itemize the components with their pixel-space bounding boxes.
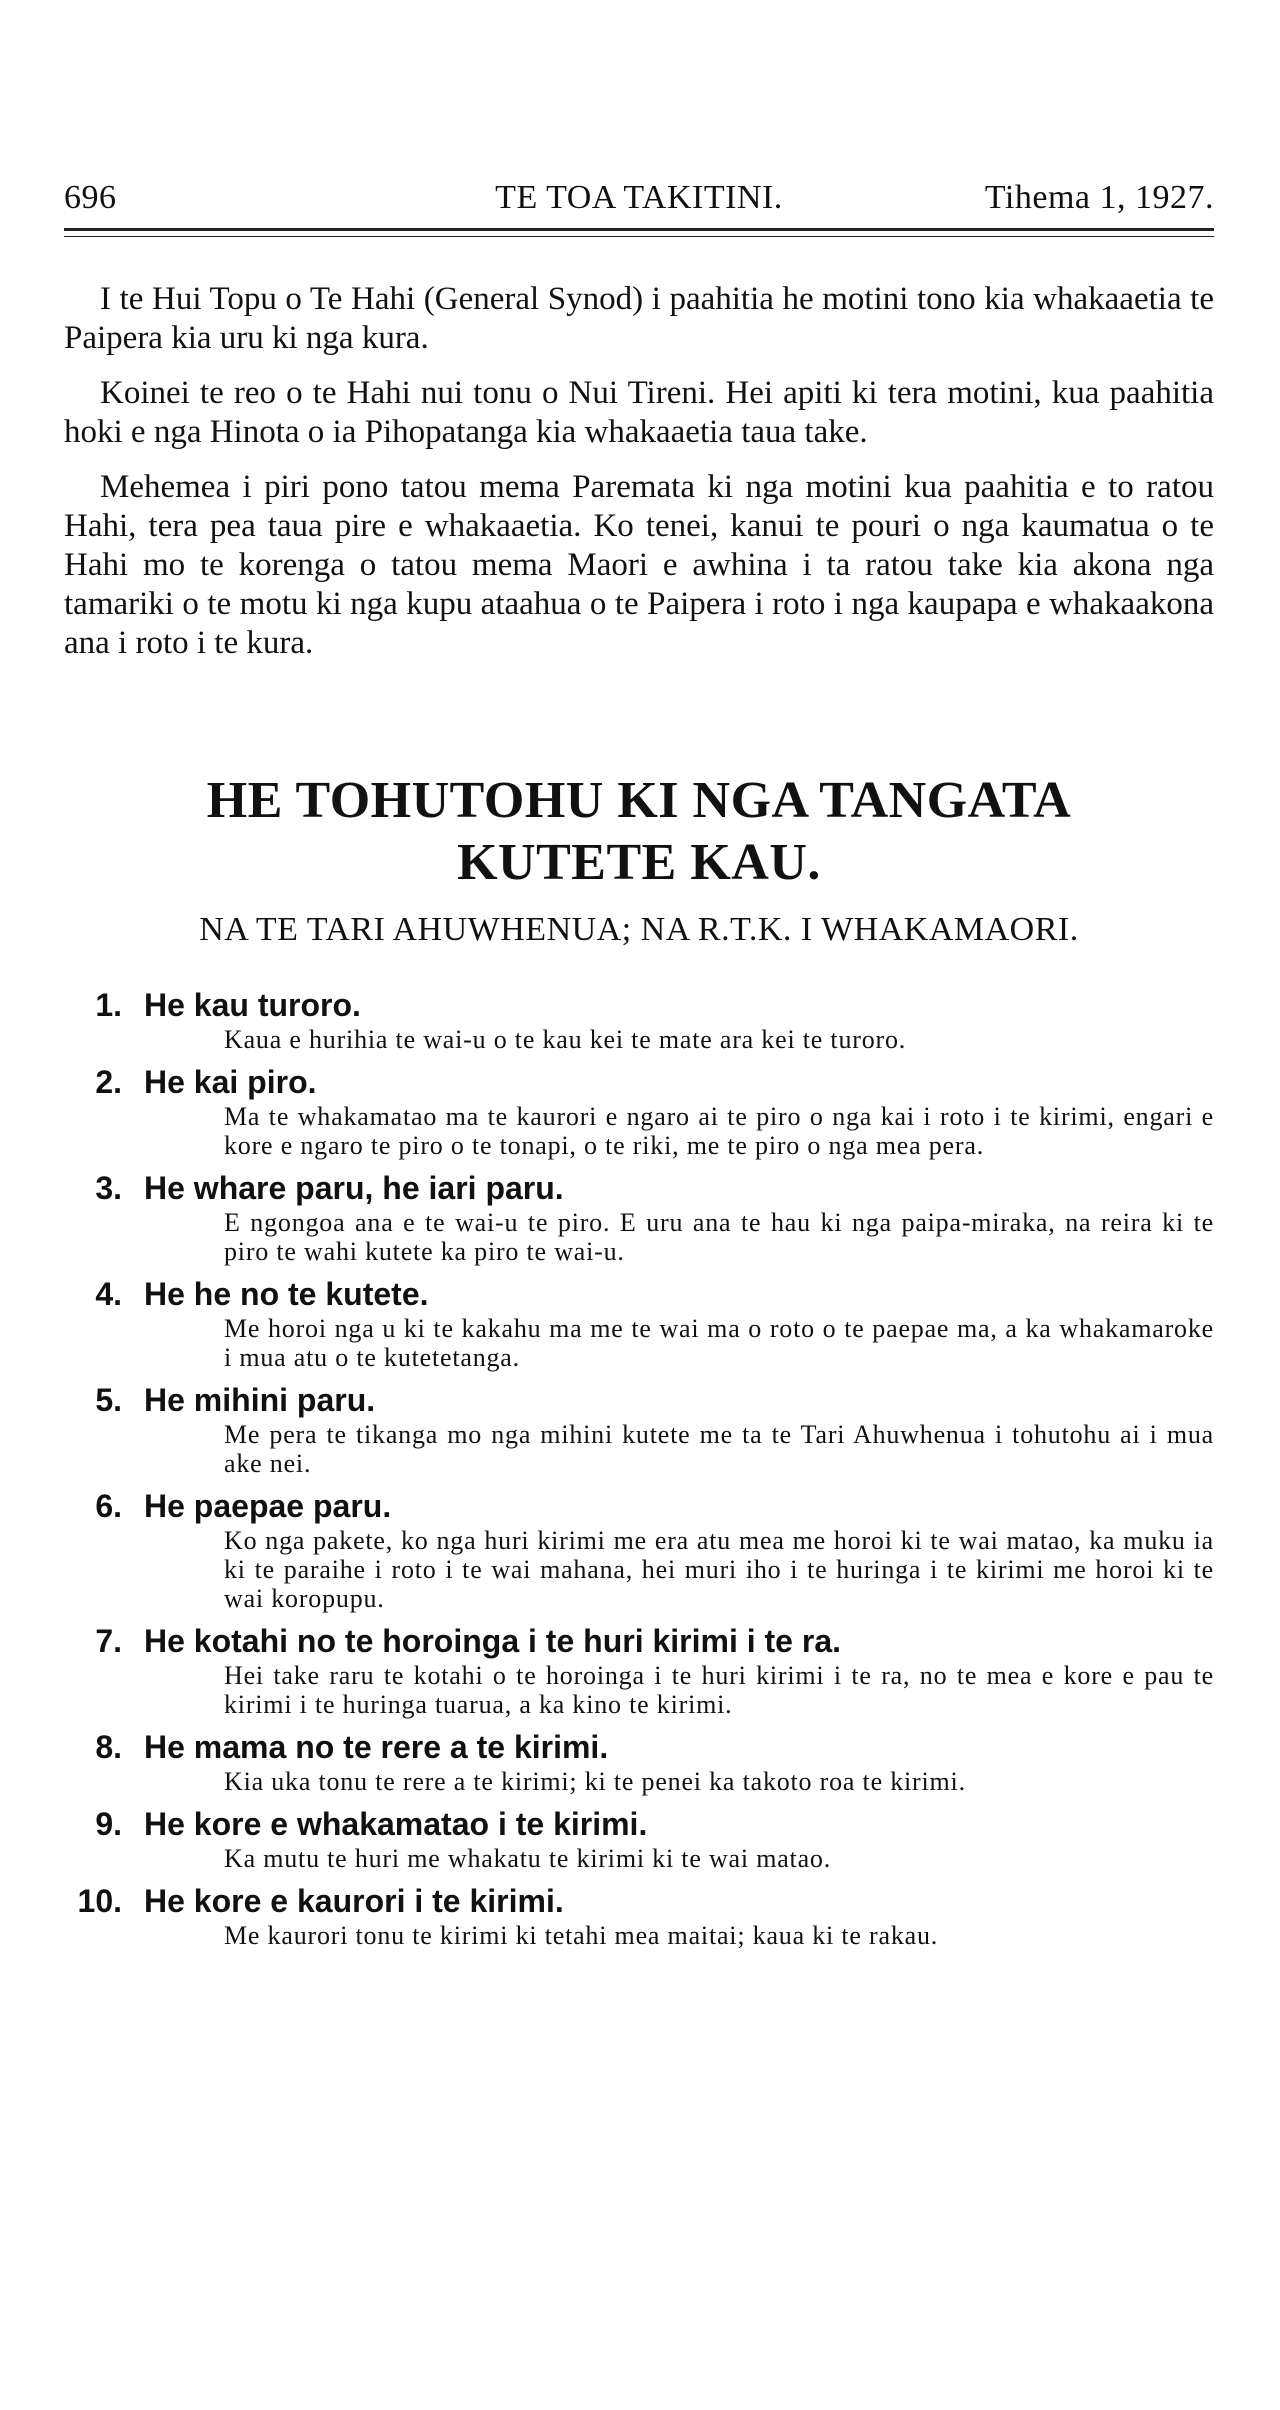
item-title: He kore e kaurori i te kirimi. — [144, 1883, 564, 1919]
item-title: He kau turoro. — [144, 987, 361, 1023]
item-body: Kaua e hurihia te wai-u o te kau kei te mate ara kei te turoro. — [224, 1025, 907, 1054]
item-body: Ka mutu te huri me whakatu te kirimi ki te wai matao. — [224, 1844, 832, 1873]
item-body: Kia uka tonu te rere a te kirimi; ki te penei ka takoto roa te kirimi. — [224, 1767, 966, 1796]
intro-paragraph-2: Koinei te reo o te Hahi nui tonu o Nui Tireni. Hei apiti ki tera motini, kua paahitia hoki e nga Hinota o ia Pihopatanga kia whakaaetia taua take. — [64, 375, 1214, 450]
item-title: He paepae paru. — [144, 1488, 392, 1524]
item-body: Hei take raru te kotahi o te horoinga i te huri kirimi i te ra, no te mea e kore e pau te kirimi i te huringa tuarua, a ka kino te kirimi. — [224, 1661, 1214, 1719]
item-number: 1. — [95, 987, 122, 1023]
item-number: 3. — [95, 1170, 122, 1206]
item-number: 10. — [77, 1883, 122, 1919]
item-title: He kai piro. — [144, 1064, 317, 1100]
publication-title: TE TOA TAKITINI. — [495, 179, 783, 216]
article-heading-line-2: KUTETE KAU. — [457, 834, 821, 891]
item-body: Me horoi nga u ki te kakahu ma me te wai ma o roto o te paepae ma, a ka whakamaroke i mua atu o te kutetetanga. — [224, 1314, 1214, 1372]
item-body: Me kaurori tonu te kirimi ki tetahi mea maitai; kaua ki te rakau. — [224, 1921, 939, 1950]
item-number: 9. — [95, 1806, 122, 1842]
article-heading — [64, 770, 1214, 894]
intro-paragraph-1: I te Hui Topu o Te Hahi (General Synod) i paahitia he motini tono kia whakaaetia te Paipera kia uru ki nga kura. — [64, 281, 1214, 356]
item-number: 2. — [95, 1064, 122, 1100]
list-item — [64, 1804, 1214, 1873]
item-title: He he no te kutete. — [144, 1276, 429, 1312]
item-title: He kotahi no te horoinga i te huri kirimi i te ra. — [144, 1623, 841, 1659]
item-body: E ngongoa ana e te wai-u te piro. E uru ana te hau ki nga paipa-miraka, na reira ki te piro te wahi kutete ka piro te wai-u. — [224, 1208, 1214, 1266]
item-number: 6. — [95, 1488, 122, 1524]
issue-date: Tihema 1, 1927. — [984, 179, 1214, 216]
list-item — [64, 1168, 1214, 1266]
item-number: 8. — [95, 1729, 122, 1765]
list-item — [64, 1062, 1214, 1160]
list-item — [64, 1380, 1214, 1478]
article-heading-line-1: HE TOHUTOHU KI NGA TANGATA — [206, 772, 1072, 829]
list-item — [64, 1727, 1214, 1796]
item-title: He whare paru, he iari paru. — [144, 1170, 564, 1206]
item-number: 5. — [95, 1382, 122, 1418]
advice-list — [64, 985, 1214, 1958]
page-number: 696 — [64, 179, 117, 216]
item-number: 7. — [95, 1623, 122, 1659]
list-item — [64, 985, 1214, 1054]
item-title: He mama no te rere a te kirimi. — [144, 1729, 609, 1765]
item-title: He kore e whakamatao i te kirimi. — [144, 1806, 648, 1842]
item-title: He mihini paru. — [144, 1382, 376, 1418]
list-item — [64, 1486, 1214, 1613]
running-header — [64, 178, 1214, 218]
header-rule-thin — [64, 236, 1214, 237]
list-item — [64, 1621, 1214, 1719]
intro-paragraph-3: Mehemea i piri pono tatou mema Paremata ki nga motini kua paahitia e to ratou Hahi, tera pea taua pire e whakaaetia. Ko tenei, kanui te pouri o nga kaumatua o te Hahi mo te korenga o tatou mema Maori e awhina i ta ratou take kia akona nga tamariki o te motu ki nga kupu ataahua o te Paipera i roto i nga kaupapa e whakaakona ana i roto i te kura. — [64, 469, 1214, 661]
header-rule-thick — [64, 228, 1214, 231]
article-byline: NA TE TARI AHUWHENUA; NA R.T.K. I WHAKAMAORI. — [199, 911, 1079, 948]
list-item — [64, 1881, 1214, 1950]
item-body: Ma te whakamatao ma te kaurori e ngaro ai te piro o nga kai i roto i te kirimi, engari e kore e ngaro te piro o te tonapi, o te riki, me te piro o nga mea pera. — [224, 1102, 1214, 1160]
item-body: Ko nga pakete, ko nga huri kirimi me era atu mea me horoi ki te wai matao, ka muku ia ki te paraihe i roto i te wai mahana, hei muri iho i te huringa i te kirimi me horoi ki te wai koropupu. — [224, 1526, 1214, 1613]
list-item — [64, 1274, 1214, 1372]
intro-section — [64, 280, 1214, 679]
item-body: Me pera te tikanga mo nga mihini kutete me ta te Tari Ahuwhenua i tohutohu ai i mua ake nei. — [224, 1420, 1214, 1478]
item-number: 4. — [95, 1276, 122, 1312]
